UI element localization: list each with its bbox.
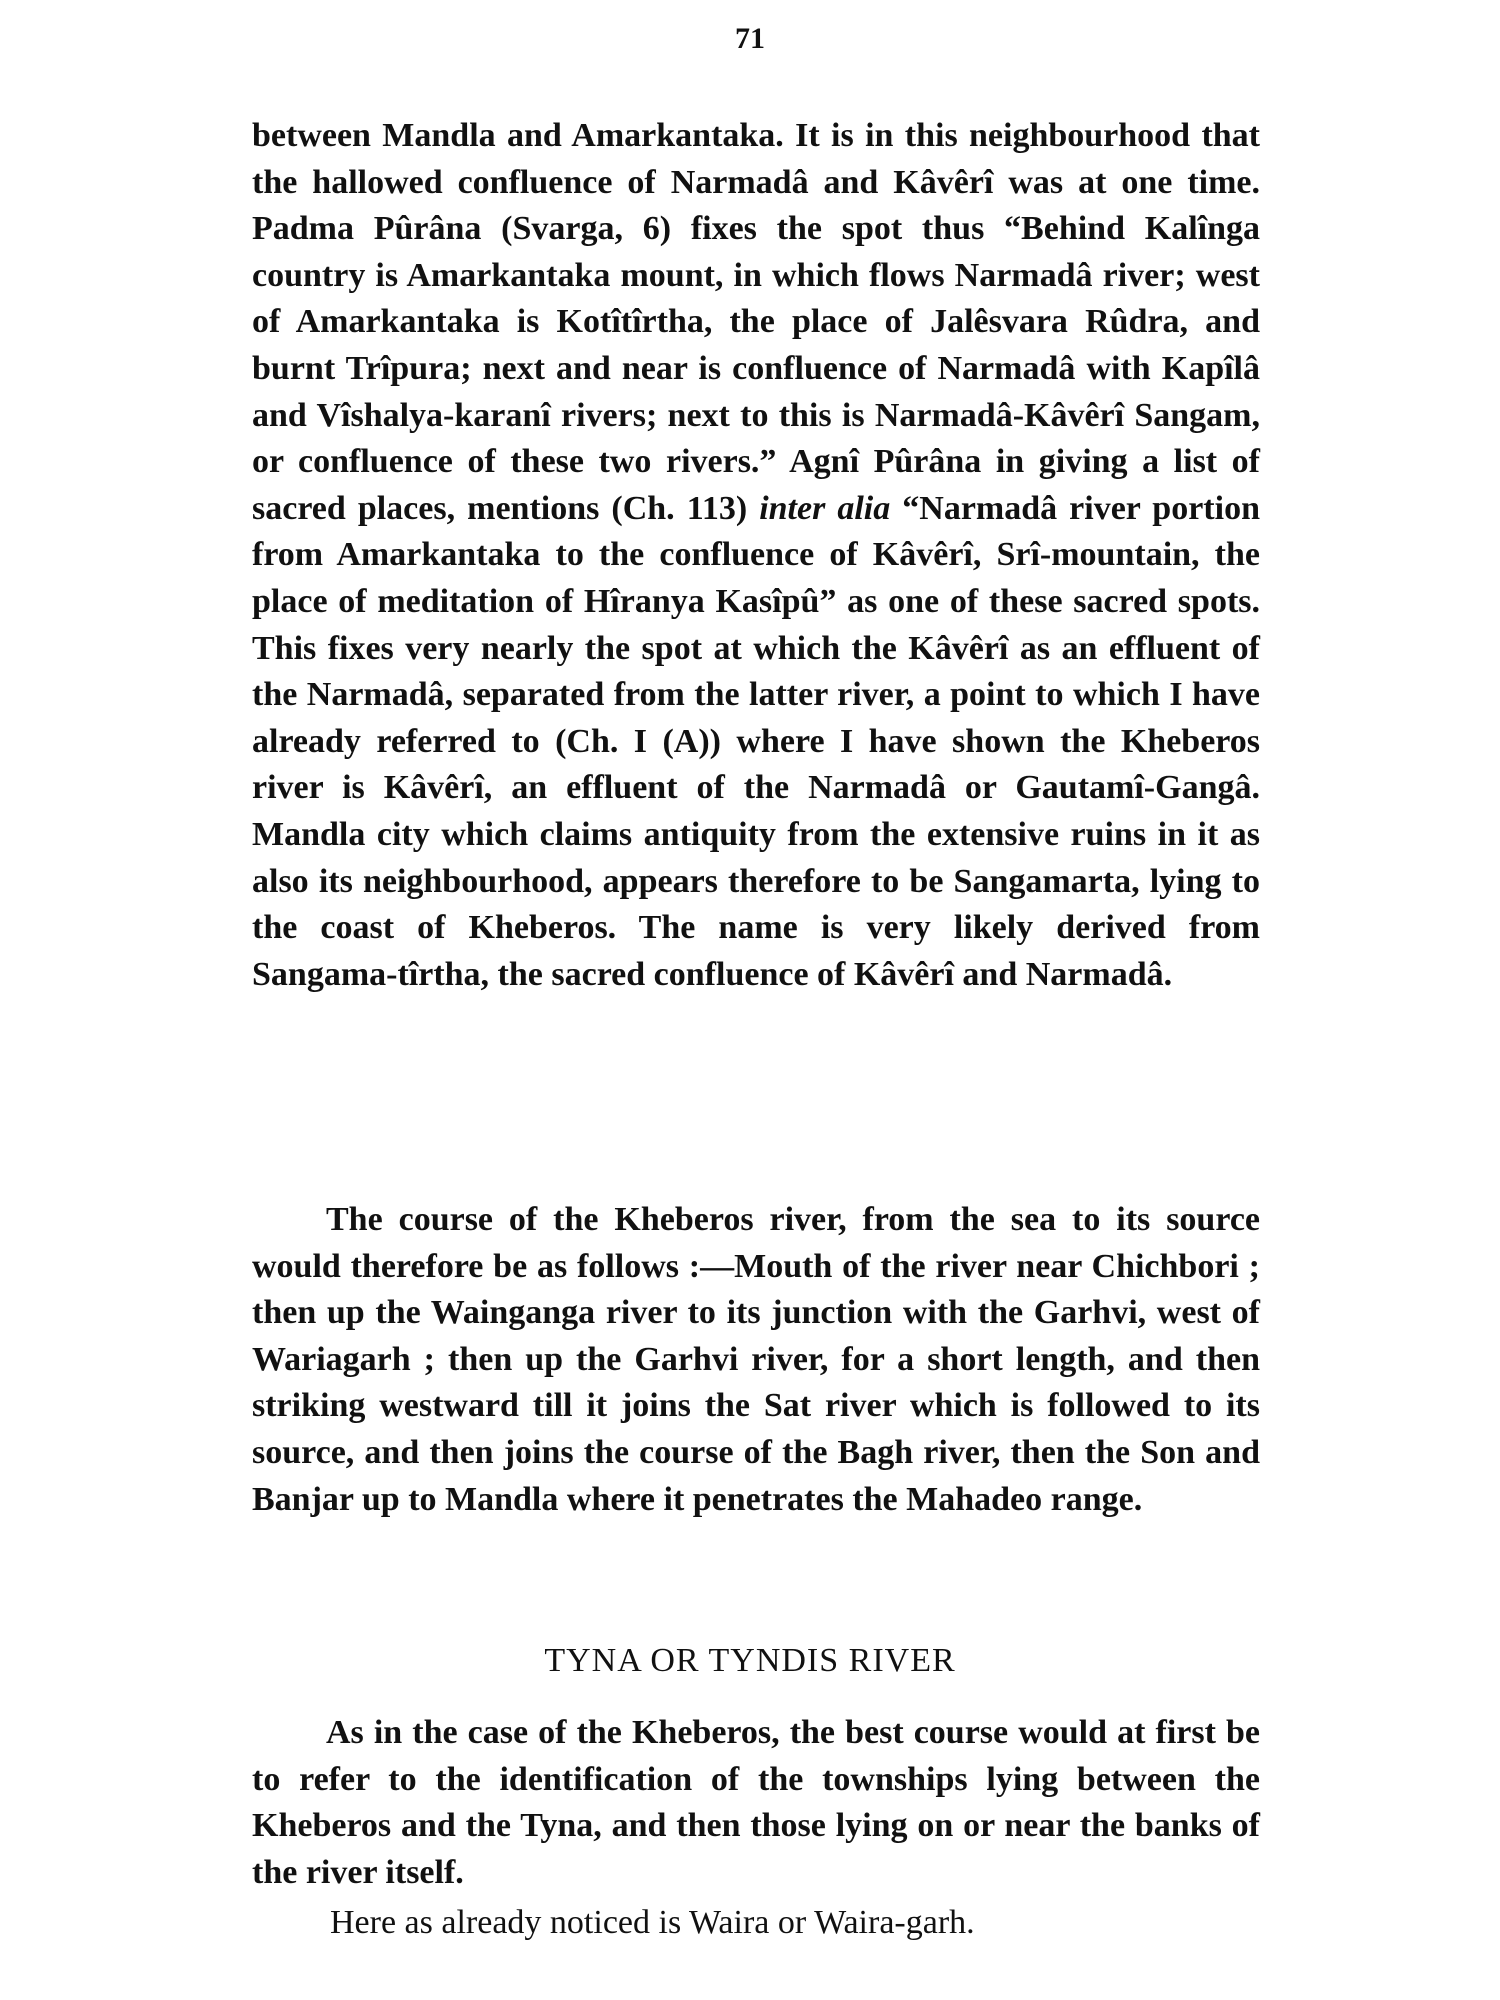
section-heading: TYNA OR TYNDIS RIVER: [544, 1642, 956, 1679]
paragraph-waira: Here as already noticed is Waira or Waira-garh.: [330, 1904, 975, 1941]
paragraph-1-text: between Mandla and Amarkantaka. It is in this neighbourhood that the hallowed confluence of Narmadâ and Kâvêrî was at one time. Padma Pûrâna (Svarga, 6) fixes the spot thus “Behind Kalînga country is Amarkantaka mount, in which flows Narmadâ river; west of Amarkantaka is Kotîtîrtha, the place of Jalêsvara Rûdra, and burnt Trîpura; next and near is confluence of Narmadâ with Kapîlâ and Vîshalya-karanî rivers; next to this is Narmadâ-Kâvêrî Sangam, or confluence of these two rivers.” Agnî Pûrâna in giving a list of sacred places, mentions (Ch. 113): [252, 117, 1260, 527]
paragraph-mandla-confluence: [252, 113, 1260, 998]
paragraph-kheberos-course: [252, 1197, 1260, 1523]
paragraph-1-continuation: “Narmadâ river portion from Amarkantaka to the confluence of Kâvêrî, Srî-mountain, the place of meditation of Hîranya Kasîpû” as one of these sacred spots. This fixes very nearly the spot at which the Kâvêrî as an effluent of the Narmadâ, separated from the latter river, a point to which I have already referred to (Ch. I (A)) where I have shown the Kheberos river is Kâvêrî, an effluent of the Narmadâ or Gautamî-Gangâ. Mandla city which claims antiquity from the extensive ruins in it as also its neighbourhood, appears therefore to be Sangamarta, lying to the coast of Kheberos. The name is very likely derived from Sangama-tîrtha, the sacred confluence of Kâvêrî and Narmadâ.: [252, 489, 1260, 993]
paragraph-2-text: The course of the Kheberos river, from the sea to its source would therefore be as follows :—Mouth of the river near Chichbori ; then up the Wainganga river to its junction with the Garhvi, west of Wariagarh ; then up the Garhvi river, for a short length, and then striking westward till it joins the Sat river which is followed to its source, and then joins the course of the Bagh river, then the Son and Banjar up to Mandla where it penetrates the Mahadeo range.: [252, 1201, 1260, 1518]
paragraph-3-text: As in the case of the Kheberos, the best course would at first be to refer to the identification of the townships lying between the Kheberos and the Tyna, and then those lying on or near the banks of the river itself.: [252, 1714, 1260, 1891]
paragraph-tyna-intro: [252, 1710, 1260, 1896]
paragraph-1-italic: inter alia: [759, 489, 891, 527]
page-number: 71: [735, 22, 765, 55]
